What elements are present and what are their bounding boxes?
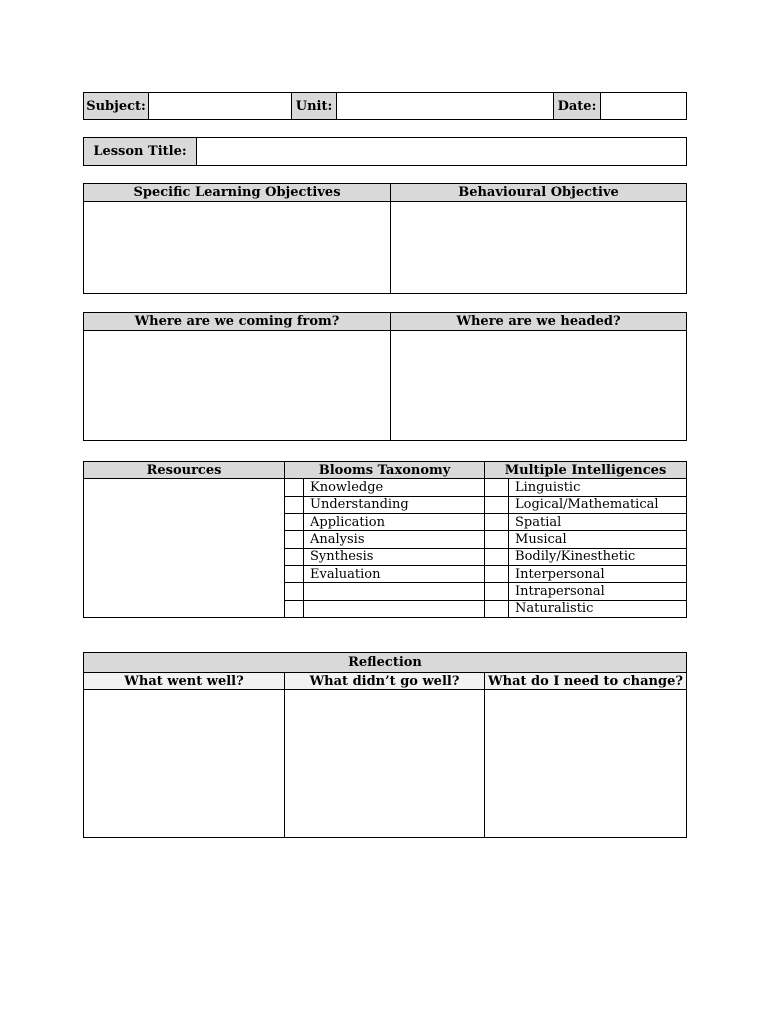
date-label: Date: [554,93,601,120]
didnt-go-well-header: What didn’t go well? [285,673,485,690]
intelligence-item: Intrapersonal [509,583,687,600]
lesson-title-table [83,137,687,166]
intelligence-item: Musical [509,531,687,548]
blooms-checkbox[interactable] [285,565,304,582]
behavioural-objective-field[interactable] [391,202,687,294]
intelligences-header: Multiple Intelligences [485,462,687,479]
blooms-item: Knowledge [304,479,485,496]
went-well-field[interactable] [84,690,285,838]
coming-from-field[interactable] [84,331,391,441]
blooms-item[interactable] [304,600,485,617]
objectives-table [83,183,687,294]
intelligence-item: Logical/Mathematical [509,496,687,513]
reflection-table [83,652,687,838]
intelligence-checkbox[interactable] [485,565,509,582]
behavioural-objective-header: Behavioural Objective [391,184,687,202]
intelligence-item: Spatial [509,513,687,530]
resources-header: Resources [84,462,285,479]
headed-header: Where are we headed? [391,313,687,331]
lesson-title-field[interactable] [197,138,687,166]
direction-table [83,312,687,441]
unit-field[interactable] [337,93,554,120]
resources-field[interactable] [84,479,285,618]
blooms-checkbox[interactable] [285,479,304,496]
intelligence-item: Naturalistic [509,600,687,617]
intelligence-item: Bodily/Kinesthetic [509,548,687,565]
blooms-item[interactable] [304,583,485,600]
subject-field[interactable] [149,93,292,120]
blooms-item: Evaluation [304,565,485,582]
intelligence-checkbox[interactable] [485,600,509,617]
blooms-checkbox[interactable] [285,513,304,530]
coming-from-header: Where are we coming from? [84,313,391,331]
intelligence-checkbox[interactable] [485,531,509,548]
didnt-go-well-field[interactable] [285,690,485,838]
went-well-header: What went well? [84,673,285,690]
blooms-checkbox[interactable] [285,600,304,617]
headed-field[interactable] [391,331,687,441]
lesson-title-label: Lesson Title: [84,138,197,166]
intelligence-checkbox[interactable] [485,479,509,496]
blooms-item: Analysis [304,531,485,548]
blooms-item: Synthesis [304,548,485,565]
need-to-change-header: What do I need to change? [485,673,687,690]
planning-table [83,461,687,618]
specific-objectives-field[interactable] [84,202,391,294]
blooms-checkbox[interactable] [285,496,304,513]
date-field[interactable] [601,93,687,120]
blooms-checkbox[interactable] [285,531,304,548]
header-row-table [83,92,687,120]
intelligence-item: Linguistic [509,479,687,496]
specific-objectives-header: Specific Learning Objectives [84,184,391,202]
intelligence-checkbox[interactable] [485,548,509,565]
blooms-item: Application [304,513,485,530]
subject-label: Subject: [84,93,149,120]
intelligence-checkbox[interactable] [485,513,509,530]
intelligence-checkbox[interactable] [485,496,509,513]
blooms-checkbox[interactable] [285,583,304,600]
blooms-item: Understanding [304,496,485,513]
reflection-header: Reflection [84,653,687,673]
blooms-header: Blooms Taxonomy [285,462,485,479]
unit-label: Unit: [292,93,337,120]
need-to-change-field[interactable] [485,690,687,838]
blooms-checkbox[interactable] [285,548,304,565]
intelligence-checkbox[interactable] [485,583,509,600]
intelligence-item: Interpersonal [509,565,687,582]
